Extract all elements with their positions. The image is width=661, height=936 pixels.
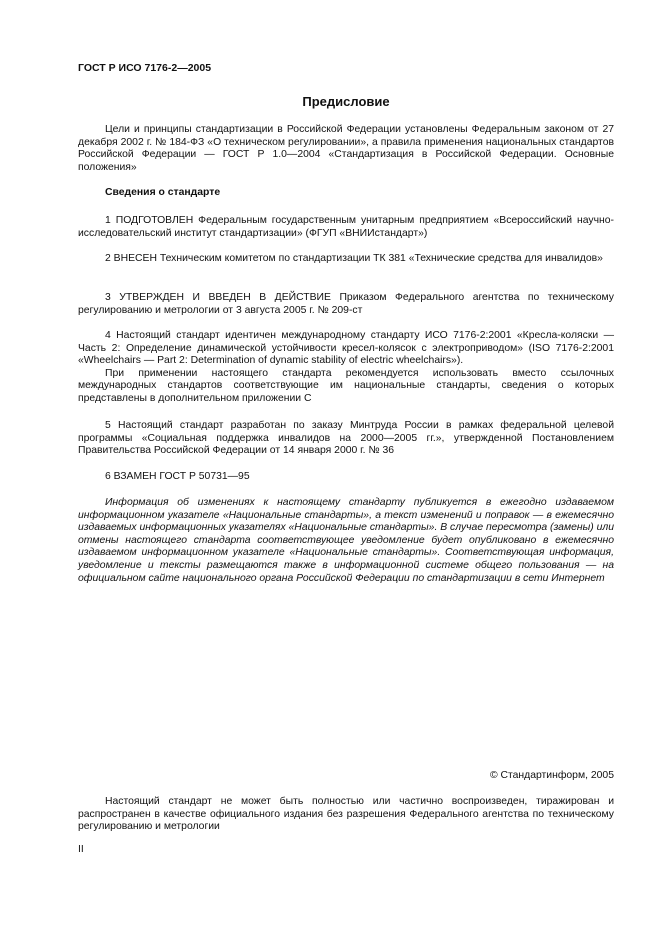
item-4: [78, 330, 614, 406]
item-2-text: 2 ВНЕСЕН Техническим комитетом по стандартизации ТК 381 «Технические средства для инвалидов»: [105, 253, 603, 264]
item-1-text: 1 ПОДГОТОВЛЕН Федеральным государственным унитарным предприятием «Всероссийский научно-исследовательский институт стандартизации» (ФГУП «ВНИИстандарт»): [78, 215, 614, 239]
page-title: Предисловие: [302, 94, 390, 109]
page-number: II: [78, 844, 84, 855]
item-3: [78, 292, 614, 317]
item-4-text: 4 Настоящий стандарт идентичен международному стандарту ИСО 7176-2:2001 «Кресла-коляски — Часть 2: Определение динамической устойчивости кресел-колясок с электроприводом» (ISO 7176-2:2001 «Wheelchairs — Part 2: Determination of dynamic stability of electric wheelchairs»).: [78, 330, 614, 367]
item-5-text: 5 Настоящий стандарт разработан по заказу Минтруда России в рамках федеральной целевой программы «Социальная поддержка инвалидов на 2000—2005 гг.», утвержденной Постановлением Правительства Российской Федерации от 14 января 2000 г. № 36: [78, 420, 614, 457]
section-heading-text: Сведения о стандарте: [105, 187, 221, 198]
copyright: [78, 770, 614, 783]
item-2: [78, 253, 614, 266]
document-code-header: ГОСТ Р ИСО 7176-2—2005: [78, 62, 212, 74]
notice-text: Информация об изменениях к настоящему стандарту публикуется в ежегодно издаваемом информационном указателе «Национальные стандарты», а текст изменений и поправок — в ежемесячно издаваемых информационных указателях «Национальные стандарты». В случае пересмотра (замены) или отмены настоящего стандарта соответствующее уведомление будет опубликовано в ежемесячно издаваемом информационном указателе «Национальные стандарты». Соответствующая информация, уведомление и тексты размещаются также в информационной системе общего пользования — на официальном сайте национального органа Российской Федерации по стандартизации в сети Интернет: [78, 497, 614, 584]
copyright-text: © Стандартинформ, 2005: [489, 770, 614, 781]
item-6-text: 6 ВЗАМЕН ГОСТ Р 50731—95: [105, 471, 250, 482]
item-3-text: 3 УТВЕРЖДЕН И ВВЕДЕН В ДЕЙСТВИЕ Приказом Федерального агентства по техническому регулированию и метрологии от 3 августа 2005 г. № 209-ст: [78, 292, 614, 316]
reproduction-notice: [78, 796, 614, 834]
item-6: [78, 471, 614, 484]
intro-text: Цели и принципы стандартизации в Российской Федерации установлены Федеральным законом от 27 декабря 2002 г. № 184-ФЗ «О техническом регулировании», а правила применения национальных стандартов Российской Федерации — ГОСТ Р 1.0—2004 «Стандартизация в Российской Федерации. Основные положения»: [78, 124, 614, 173]
item-1: [78, 215, 614, 240]
item-5: [78, 420, 614, 458]
intro-paragraph: [78, 124, 614, 174]
notice-paragraph: [78, 497, 614, 585]
section-heading: [78, 187, 614, 200]
reproduction-notice-text: Настоящий стандарт не может быть полностью или частично воспроизведен, тиражирован и распространен в качестве официального издания без разрешения Федерального агентства по техническому регулированию и метрологии: [78, 796, 614, 833]
item-4-note: При применении настоящего стандарта рекомендуется использовать вместо ссылочных международных стандартов соответствующие им национальные стандарты, сведения о которых представлены в дополнительном приложении С: [78, 367, 614, 404]
